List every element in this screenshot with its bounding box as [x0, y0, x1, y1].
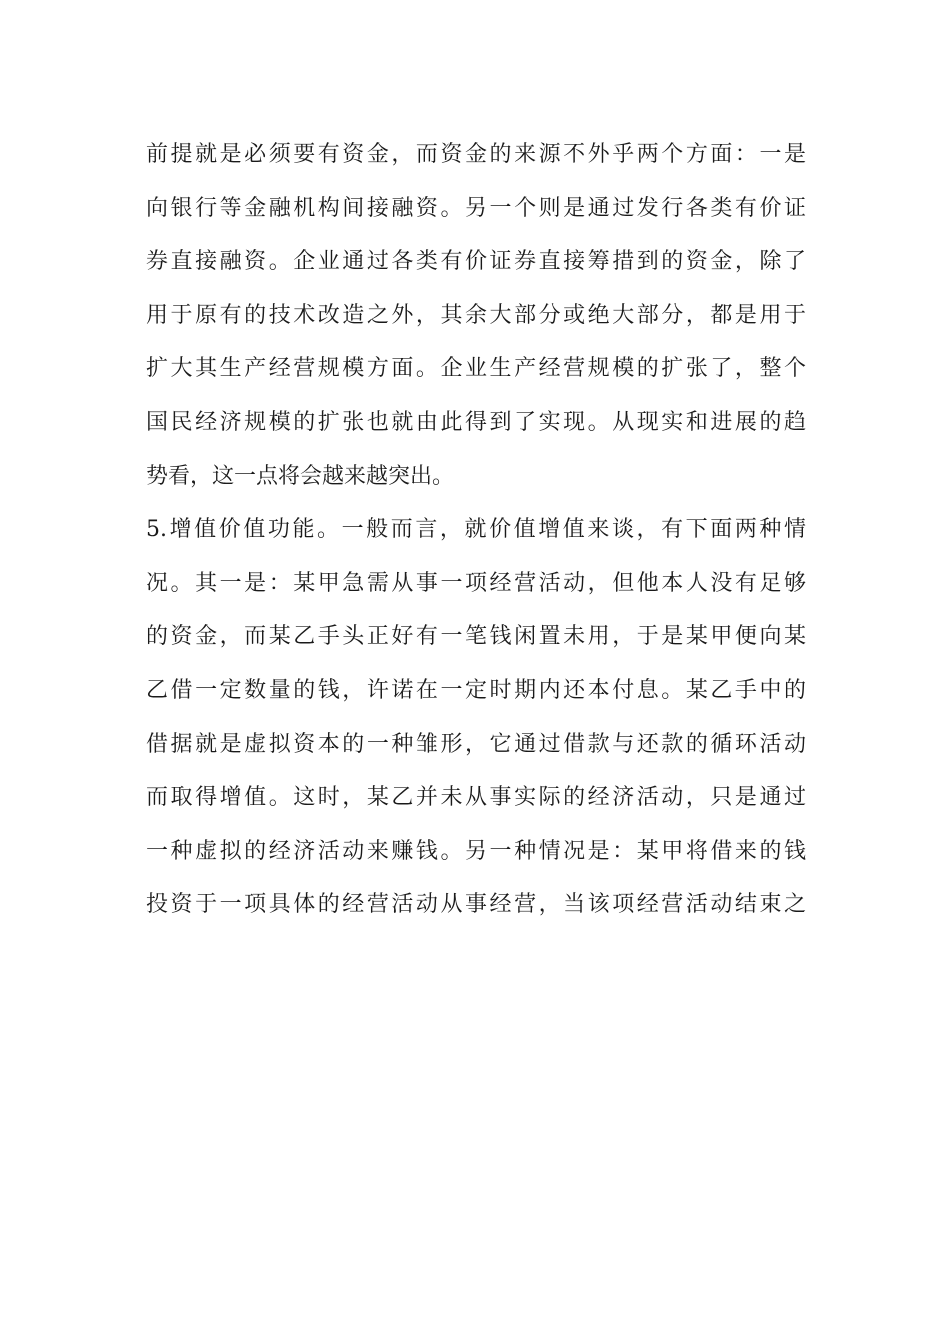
- text-line: 投资于一项具体的经营活动从事经营，当该项经营活动结束之: [146, 892, 806, 918]
- text-line: 国民经济规模的扩张也就由此得到了实现。从现实和进展的趋: [146, 409, 806, 435]
- text-line: 前提就是必须要有资金，而资金的来源不外乎两个方面：一是: [146, 142, 806, 167]
- text-line: 借据就是虚拟资本的一种雏形，它通过借款与还款的循环活动: [146, 731, 806, 757]
- text-line: 况。其一是：某甲急需从事一项经营活动，但他本人没有足够: [146, 570, 806, 596]
- text-line: 势看，这一点将会越来越突出。: [146, 463, 455, 489]
- text-line: 而取得增值。这时，某乙并未从事实际的经济活动，只是通过: [146, 785, 806, 811]
- text-line: 扩大其生产经营规模方面。企业生产经营规模的扩张了，整个: [146, 356, 806, 382]
- body-text: [146, 128, 806, 932]
- text-line: 的资金，而某乙手头正好有一笔钱闲置未用，于是某甲便向某: [146, 624, 806, 650]
- text-line: 用于原有的技术改造之外，其余大部分或绝大部分，都是用于: [146, 302, 806, 328]
- text-line: 券直接融资。企业通过各类有价证券直接筹措到的资金，除了: [146, 249, 806, 275]
- text-line: 向银行等金融机构间接融资。另一个则是通过发行各类有价证: [146, 195, 806, 221]
- text-line: 乙借一定数量的钱，许诺在一定时期内还本付息。某乙手中的: [146, 677, 806, 703]
- text-line: 一种虚拟的经济活动来赚钱。另一种情况是：某甲将借来的钱: [146, 838, 806, 864]
- text-line: 5.增值价值功能。一般而言，就价值增值来谈，有下面两种情: [146, 517, 806, 543]
